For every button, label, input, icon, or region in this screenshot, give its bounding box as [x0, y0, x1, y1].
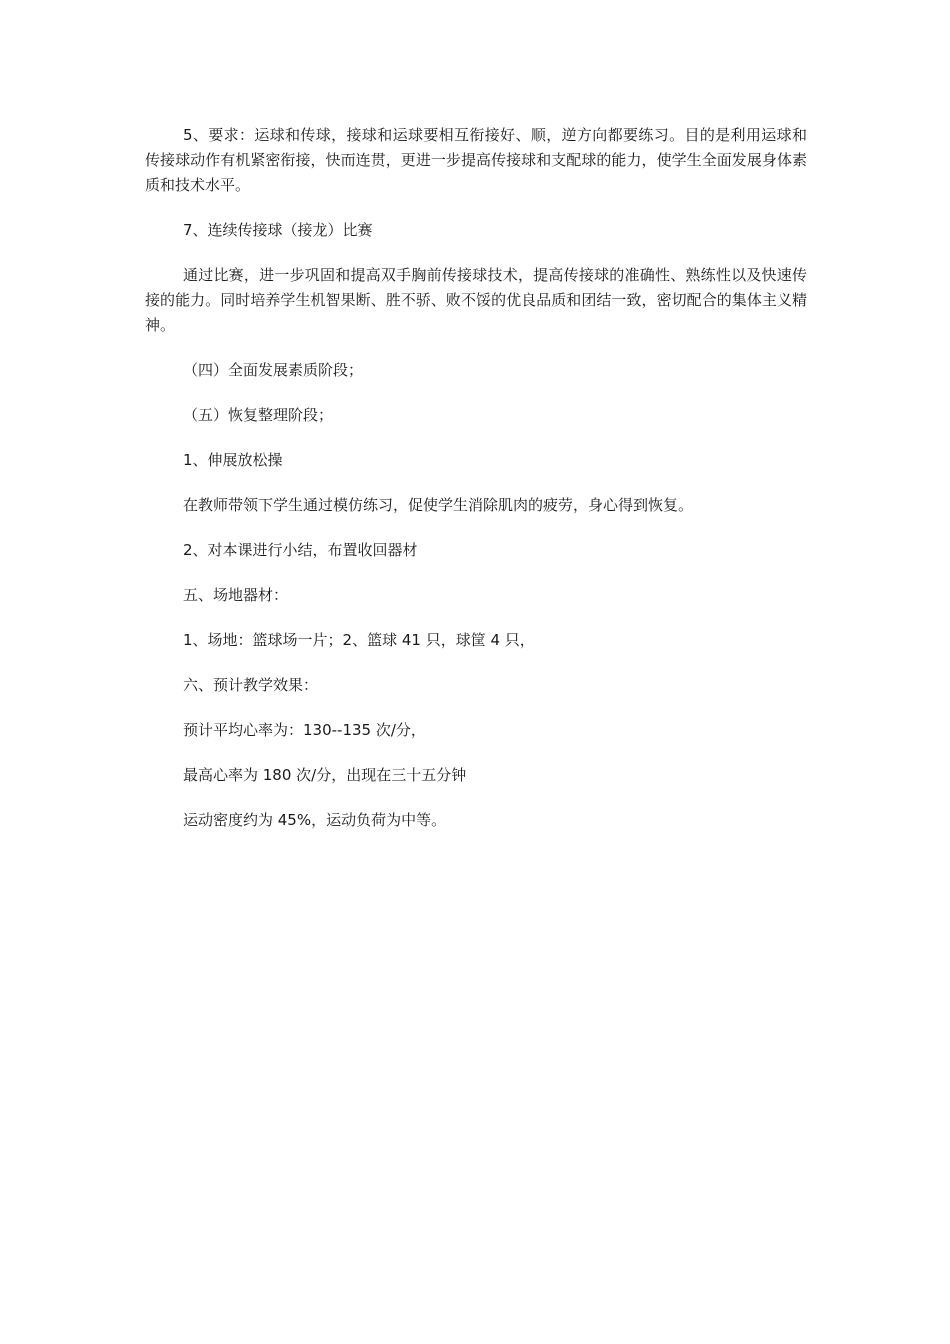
heading-venue-equipment: 五、场地器材： — [183, 586, 289, 604]
paragraph-average-heart-rate: 预计平均心率为：130--135 次/分， — [183, 721, 426, 739]
paragraph-max-heart-rate: 最高心率为 180 次/分，出现在三十五分钟 — [183, 766, 467, 784]
heading-summary: 2、对本课进行小结，布置收回器材 — [183, 541, 418, 559]
paragraph-game-purpose: 通过比赛，进一步巩固和提高双手胸前传接球技术，提高传接球的准确性、熟练性以及快速传接的能力。同时培养学生机智果断、胜不骄、败不馁的优良品质和团结一致，密切配合的集体主义精神。 — [145, 266, 807, 334]
paragraph-stretch-description: 在教师带领下学生通过模仿练习，促使学生消除肌肉的疲劳，身心得到恢复。 — [183, 496, 694, 514]
paragraph-exercise-density: 运动密度约为 45%，运动负荷为中等。 — [183, 811, 447, 829]
heading-stage-four: （四）全面发展素质阶段； — [183, 361, 364, 379]
heading-stretch-exercise: 1、伸展放松操 — [183, 451, 283, 469]
paragraph-venue-details: 1、场地：篮球场一片；2、篮球 41 只，球筐 4 只， — [183, 631, 535, 649]
heading-expected-effect: 六、预计教学效果： — [183, 676, 319, 694]
heading-stage-five: （五）恢复整理阶段； — [183, 406, 334, 424]
document-page — [145, 123, 807, 853]
heading-relay-passing-game: 7、连续传接球（接龙）比赛 — [183, 221, 373, 239]
paragraph-requirements: 5、要求：运球和传球，接球和运球要相互衔接好、顺，逆方向都要练习。目的是利用运球和传接球动作有机紧密衔接，快而连贯，更进一步提高传接球和支配球的能力，使学生全面发展身体素质和技术水平。 — [145, 126, 807, 194]
